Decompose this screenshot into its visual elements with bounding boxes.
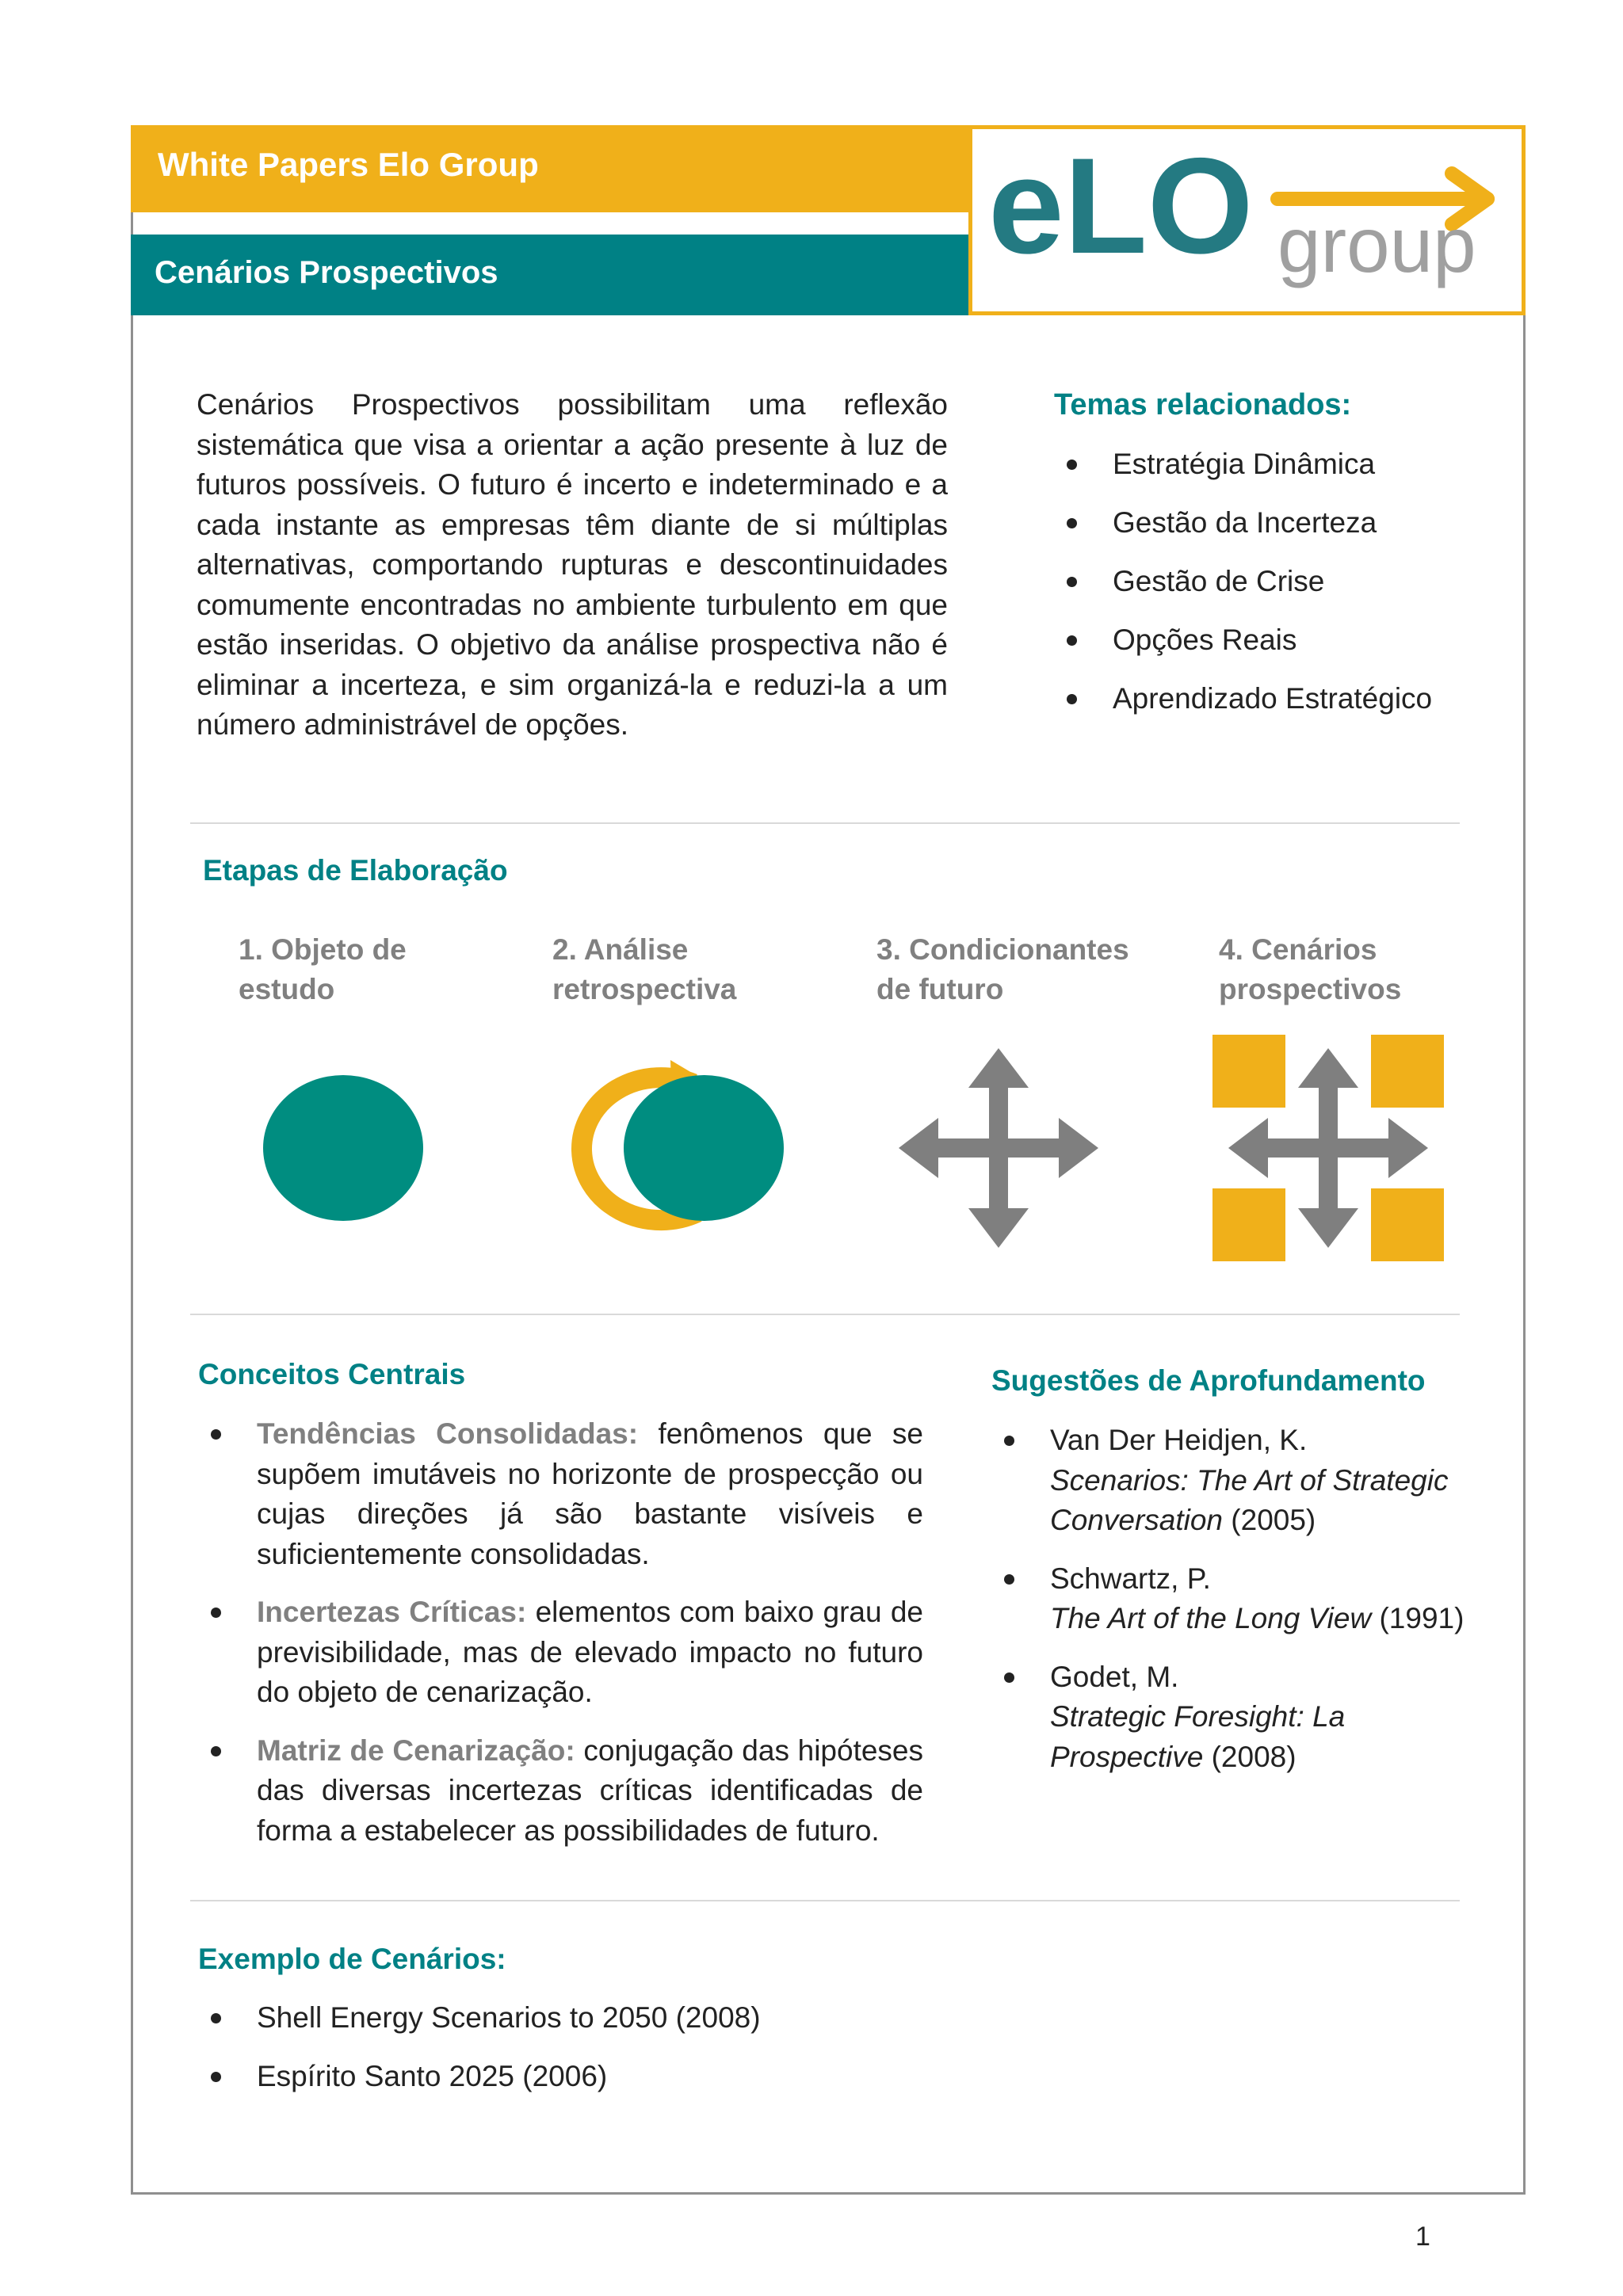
list-item <box>198 1592 923 1713</box>
header-title: White Papers Elo Group <box>158 146 539 183</box>
reference-work: Strategic Foresight: La Prospective <box>1050 1700 1346 1773</box>
step-1-label: 1. Objeto de estudo <box>239 933 407 1005</box>
reference-author: Godet, M. <box>1050 1660 1179 1693</box>
list-item: Shell Energy Scenarios to 2050 (2008) <box>198 1998 761 2057</box>
sugestoes-title: Sugestões de Aprofundamento <box>991 1364 1426 1397</box>
reference-work: The Art of the Long View <box>1050 1602 1372 1634</box>
arrows-with-squares-icon <box>1212 1035 1444 1261</box>
list-item: Espírito Santo 2025 (2006) <box>198 2057 761 2115</box>
divider <box>190 1314 1460 1315</box>
list-item: Estratégia Dinâmica <box>1054 444 1432 503</box>
exemplo-title: Exemplo de Cenários: <box>198 1943 506 1975</box>
intro-paragraph: Cenários Prospectivos possibilitam uma reflexão sistemática que visa a orientar a ação presente à luz de futuros possíveis. O futuro é incerto e indeterminado e a cada instante as empresas têm diante de si múltiplas alternativas, comportando rupturas e descontinuidades comumente encontradas no ambiente turbulento em que estão inseridas. O objetivo da análise prospectiva não é eliminar a incerteza, e sim organizá-la e reduzi-la a um número administrável de opções. <box>197 388 948 741</box>
concept-text: elementos com baixo grau de previsibilidade, mas de elevado impacto no futuro do objeto de cenarização. <box>257 1596 923 1708</box>
reference-year: (2008) <box>1211 1740 1296 1773</box>
conceitos-title: Conceitos Centrais <box>198 1358 466 1390</box>
concept-text: conjugação das hipóteses das diversas incertezas críticas identificadas de forma a estabelecer as possibilidades de futuro. <box>257 1733 924 1847</box>
list-item <box>198 1731 923 1852</box>
step-3-label: 3. Condicionantes de futuro <box>876 933 1129 1005</box>
step-4-label: 4. Cenários prospectivos <box>1219 933 1402 1005</box>
concept-term: Incertezas Críticas: <box>257 1596 527 1628</box>
list-item <box>198 1414 923 1574</box>
list-item: Opções Reais <box>1054 620 1432 679</box>
list-item <box>991 1559 1483 1639</box>
concept-text: fenômenos que se supõem imutáveis no horizonte de prospecção ou cujas direções já são bastante visíveis e suficientemente consolidadas. <box>257 1417 923 1570</box>
logo-word-elo: eLO <box>988 130 1254 282</box>
logo-word-group: group <box>1277 201 1476 288</box>
concept-term: Tendências Consolidadas: <box>257 1417 639 1450</box>
concept-term: Matriz de Cenarização: <box>257 1733 575 1767</box>
list-item: Gestão de Crise <box>1054 562 1432 620</box>
temas-title: Temas relacionados: <box>1054 388 1352 421</box>
list-item: Aprendizado Estratégico <box>1054 679 1432 738</box>
circular-arrow-icon <box>582 1060 784 1221</box>
step-2-label: 2. Análise retrospectiva <box>552 933 737 1005</box>
reference-year: (2005) <box>1231 1504 1316 1536</box>
reference-work: Scenarios: The Art of Strategic Conversation <box>1050 1463 1449 1536</box>
exemplo-list <box>198 1998 761 2115</box>
page-number: 1 <box>1415 2222 1430 2252</box>
list-item <box>991 1657 1483 1778</box>
header-subtitle: Cenários Prospectivos <box>155 255 498 290</box>
circle-icon <box>263 1075 423 1221</box>
conceitos-list <box>198 1414 923 1869</box>
etapas-title: Etapas de Elaboração <box>203 854 508 887</box>
sugestoes-list <box>991 1421 1483 1795</box>
four-way-arrow-icon <box>899 1048 1098 1248</box>
reference-year: (1991) <box>1379 1602 1465 1634</box>
divider <box>190 1900 1460 1901</box>
list-item <box>991 1421 1483 1541</box>
reference-author: Schwartz, P. <box>1050 1562 1211 1595</box>
list-item: Gestão da Incerteza <box>1054 503 1432 562</box>
reference-author: Van Der Heidjen, K. <box>1050 1424 1308 1456</box>
